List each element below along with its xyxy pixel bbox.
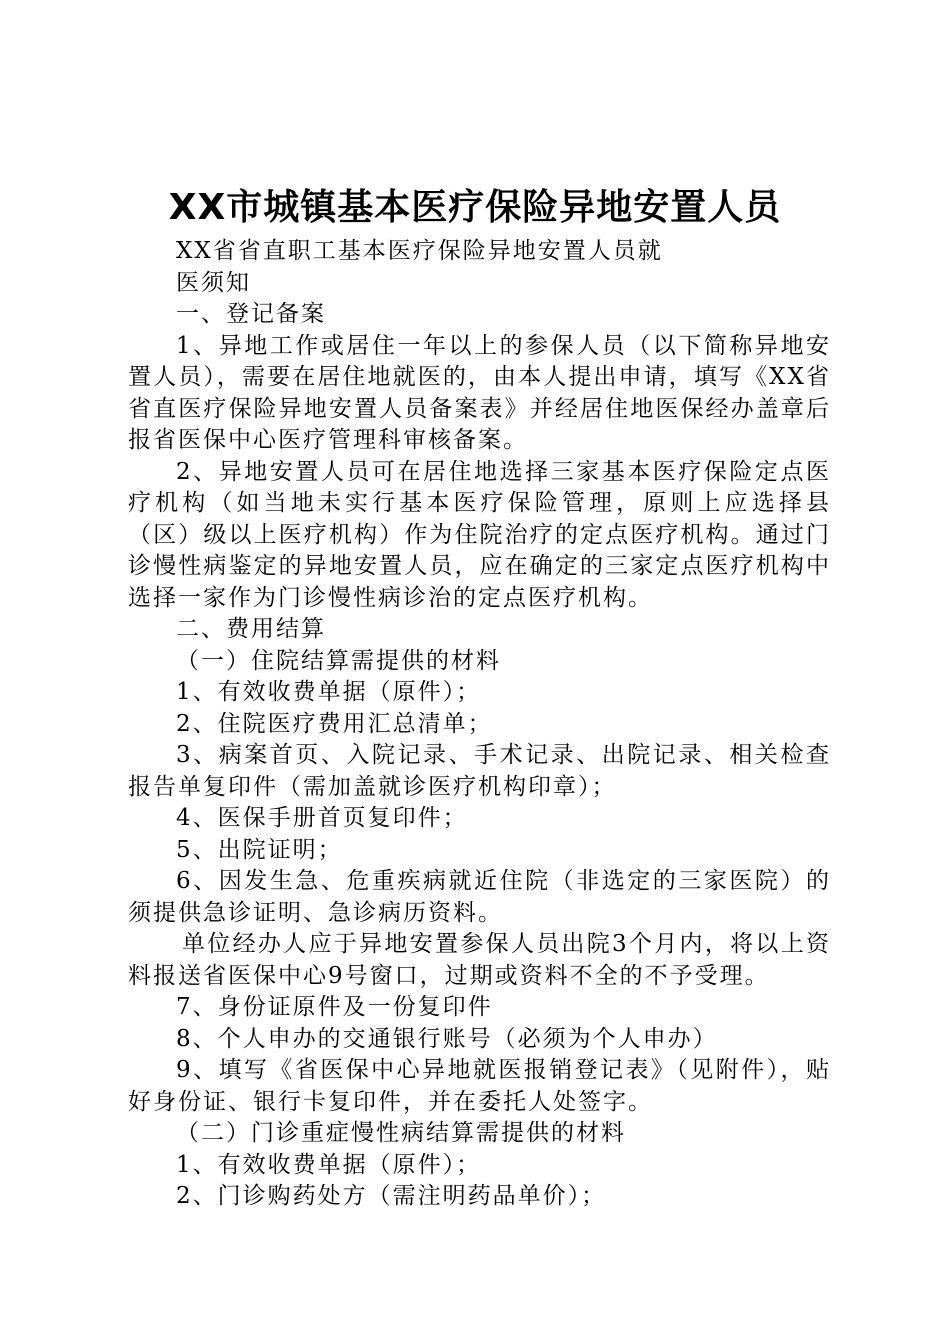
section-heading-settlement: 二、费用结算	[176, 616, 326, 642]
list-item: 5、出院证明；	[176, 836, 343, 863]
section-heading-registration: 一、登记备案	[176, 301, 326, 327]
list-item: 1、有效收费单据（原件）；	[176, 1151, 482, 1178]
paragraph-registration-item-2: 2、异地安置人员可在居住地选择三家基本医疗保险定点医疗机构（如当地未实行基本医疗保险管理，原则上应选择县（区）级以上医疗机构）作为住院治疗的定点医疗机构。通过门诊慢性病鉴定的异地安置人员，应在确定的三家定点医疗机构中选择一家作为门诊慢性病诊治的定点医疗机构。	[128, 458, 831, 611]
list-item: 1、有效收费单据（原件）；	[176, 679, 482, 705]
document-body	[128, 236, 831, 1213]
document-title: XX市城镇基本医疗保险异地安置人员	[168, 187, 782, 228]
list-item: 6、因发生急、危重疾病就近住院（非选定的三家医院）的须提供急诊证明、急诊病历资料。	[128, 868, 831, 926]
list-item: 2、门诊购药处方（需注明药品单价）；	[176, 1183, 607, 1209]
list-item: 3、病案首页、入院记录、手术记录、出院记录、相关检查报告单复印件（需加盖就诊医疗机构印章）；	[128, 742, 831, 800]
list-item: 4、医保手册首页复印件；	[176, 805, 468, 831]
list-item: 2、住院医疗费用汇总清单；	[176, 710, 493, 737]
list-item: 8、个人申办的交通银行账号（必须为个人申办）	[176, 1025, 718, 1052]
subsection-heading-outpatient: （二）门诊重症慢性病结算需提供的材料	[176, 1120, 626, 1146]
paragraph-unit-note: 单位经办人应于异地安置参保人员出院3个月内，将以上资料报送省医保中心9号窗口，过期或资料不全的不予受理。	[128, 931, 831, 989]
paragraph-registration-item-1: 1、异地工作或居住一年以上的参保人员（以下简称异地安置人员），需要在居住地就医的，由本人提出申请，填写《XX省省直医疗保险异地安置人员备案表》并经居住地医保经办盖章后报省医保中心医疗管理科审核备案。	[128, 332, 831, 453]
subtitle-line-2: 医须知	[176, 269, 251, 296]
subtitle-line-1: XX省省直职工基本医疗保险异地安置人员就	[176, 238, 663, 264]
subsection-heading-inpatient: （一）住院结算需提供的材料	[176, 647, 501, 674]
list-item: 7、身份证原件及一份复印件	[176, 994, 493, 1020]
list-item: 9、填写《省医保中心异地就医报销登记表》（见附件），贴好身份证、银行卡复印件，并在委托人处签字。	[128, 1057, 831, 1115]
